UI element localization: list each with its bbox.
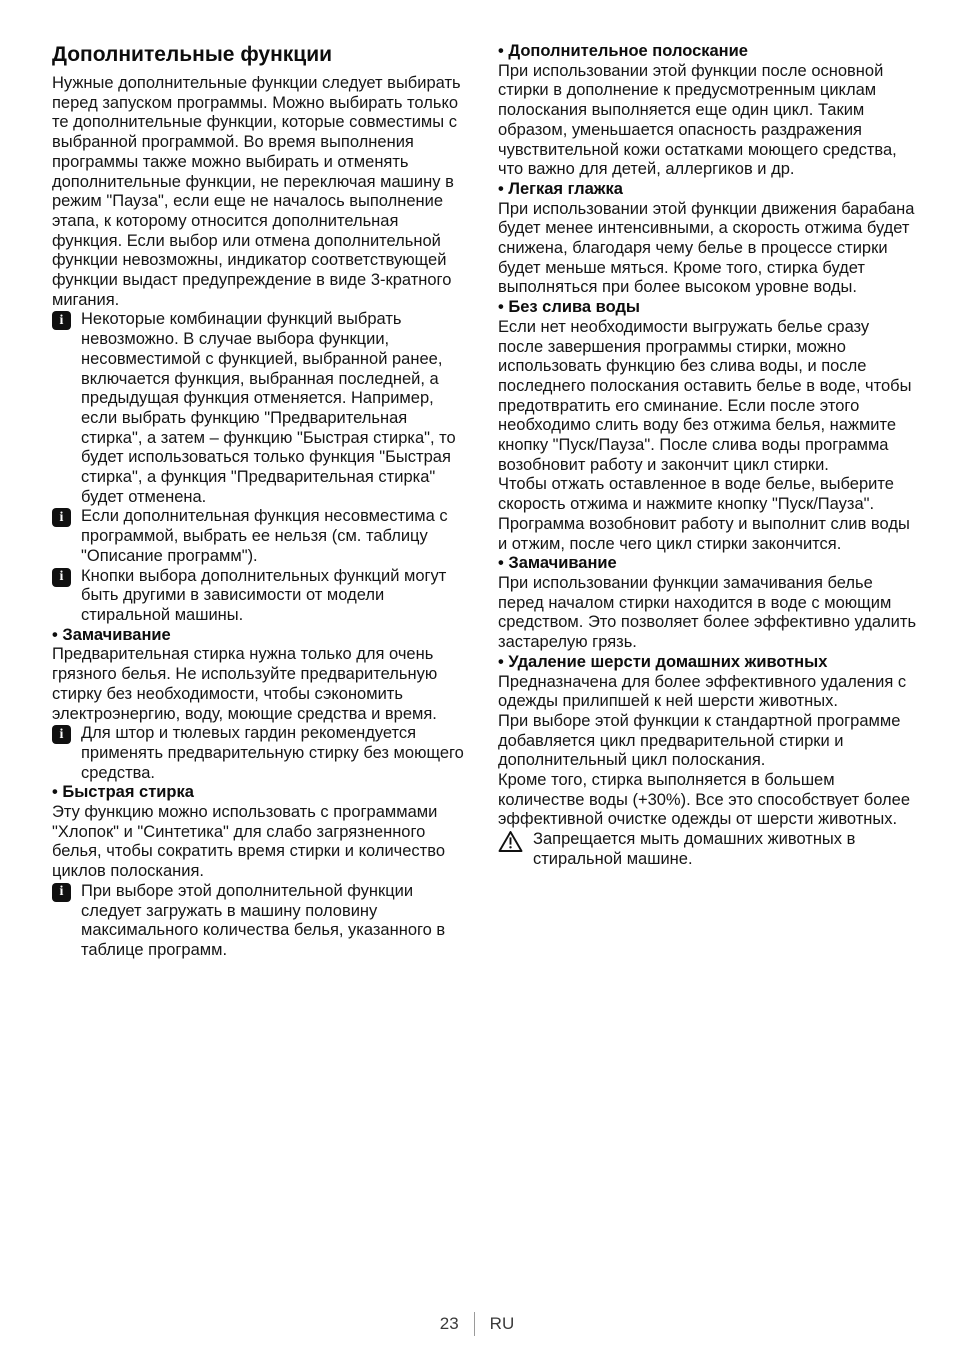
page-number: 23 xyxy=(439,1314,459,1333)
note-text: Если дополнительная функция несовместима с программой, выбрать ее нельзя (см. таблицу "Описание программ"). xyxy=(81,507,448,565)
section-heading: Дополнительные функции xyxy=(52,43,333,66)
note-text: Запрещается мыть домашних животных в стиральной машине. xyxy=(533,830,856,868)
bullet-heading: • Замачивание xyxy=(52,625,171,644)
info-note xyxy=(52,724,472,783)
info-icon: i xyxy=(52,508,71,527)
info-icon: i xyxy=(52,883,71,902)
paragraph: Предназначена для более эффективного удаления с одежды прилипшей к ней шерсти животных. xyxy=(498,672,907,711)
note-text: При выборе этой дополнительной функции следует загружать в машину половину максимального количества белья, указанного в таблице программ. xyxy=(81,881,446,959)
paragraph: При выборе этой функции к стандартной программе добавляется цикл предварительной стирки и дополнительный цикл полоскания. xyxy=(498,711,901,770)
note-text: Кнопки выбора дополнительных функций могут быть другими в зависимости от модели стиральной машины. xyxy=(81,566,447,624)
info-note xyxy=(52,507,472,566)
page-content xyxy=(52,42,918,961)
paragraph: При использовании этой функции после основной стирки в дополнение к предусмотренным циклам полоскания выполняется еще один цикл. Таким образом, уменьшается опасность раздражения чувствительной кожи остатками моющего средства, что важно для детей, аллергиков и др. xyxy=(498,61,897,179)
bullet-heading: • Дополнительное полоскание xyxy=(498,42,748,60)
bullet-heading: • Быстрая стирка xyxy=(52,783,194,802)
paragraph: Чтобы отжать оставленное в воде белье, выберите скорость отжима и нажмите кнопку "Пуск/Пауза". xyxy=(498,475,894,514)
bullet-heading: • Удаление шерсти домашних животных xyxy=(498,652,828,671)
info-icon: i xyxy=(52,568,71,587)
paragraph: Кроме того, стирка выполняется в большем количестве воды (+30%). Все это способствует более эффективной очистке одежды от шерсти животных. xyxy=(498,771,911,829)
paragraph: Предварительная стирка нужна только для очень грязного белья. Не используйте предварительную стирку без необходимости, чтобы сэкономить электроэнергию, воду, моющие средства и время. xyxy=(52,645,438,723)
info-icon: i xyxy=(52,311,71,330)
warning-note xyxy=(498,830,918,869)
column xyxy=(498,42,918,961)
info-note xyxy=(52,567,472,626)
paragraph: При использовании этой функции движения барабана будет менее интенсивными, а скорость отжима будет снижена, благодаря чему белье в процессе стирки будет меньше мяться. Кроме того, стирка будет выполняться при более высоком уровне воды. xyxy=(498,199,915,297)
note-text: Для штор и тюлевых гардин рекомендуется применять предварительную стирку без моющего средства. xyxy=(81,724,464,782)
info-note xyxy=(52,882,472,961)
column xyxy=(52,42,472,961)
page-footer xyxy=(0,1312,954,1336)
paragraph: При использовании функции замачивания белье перед началом стирки находится в воде с моющим средством. Это позволяет более эффективно удалить застарелую грязь. xyxy=(498,573,917,652)
footer-divider xyxy=(474,1312,475,1336)
note-text: Некоторые комбинации функций выбрать невозможно. В случае выбора функции, несовместимой с функцией, выбранной ранее, включается функция, выбранная последней, а предыдущая функция отменяется. Например, если выбрать функцию "Предварительная стирка", а затем – функцию "Быстрая стирка", то будет использоваться только функция "Быстрая стирка", а функция "Предварительная стирка" будет отменена. xyxy=(81,310,456,506)
language-label: RU xyxy=(489,1314,515,1333)
paragraph: Если нет необходимости выгружать белье сразу после завершения программы стирки, можно использовать функцию без слива воды, и после последнего полоскания оставить белье в воде, чтобы предотвратить его сминание. Если после этого необходимо слить воду без отжима белья, нажмите кнопку "Пуск/Пауза". После слива воды программа возобновит работу и закончит цикл стирки. xyxy=(498,317,912,474)
warning-icon xyxy=(498,830,523,853)
paragraph: Нужные дополнительные функции следует выбирать перед запуском программы. Можно выбирать только те дополнительные функции, которые совместимы с выбранной программой. Во время выполнения программы также можно выбирать и отменять дополнительные функции, не переключая машину в режим "Пауза", если еще не началось выполнение этапа, к которому относится дополнительная функция. Если выбор или отмена дополнительной функции невозможны, индикатор соответствующей функции выдаст предупреждение в виде 3-кратного мигания. xyxy=(52,74,461,309)
info-note xyxy=(52,310,472,507)
bullet-heading: • Без слива воды xyxy=(498,298,641,317)
info-icon: i xyxy=(52,725,71,744)
bullet-heading: • Легкая глажка xyxy=(498,179,623,198)
paragraph: Программа возобновит работу и выполнит слив воды и отжим, после чего цикл стирки закончится. xyxy=(498,514,910,553)
bullet-heading: • Замачивание xyxy=(498,554,617,573)
paragraph: Эту функцию можно использовать с программами "Хлопок" и "Синтетика" для слабо загрязненного белья, чтобы сократить время стирки и количество циклов полоскания. xyxy=(52,803,445,881)
